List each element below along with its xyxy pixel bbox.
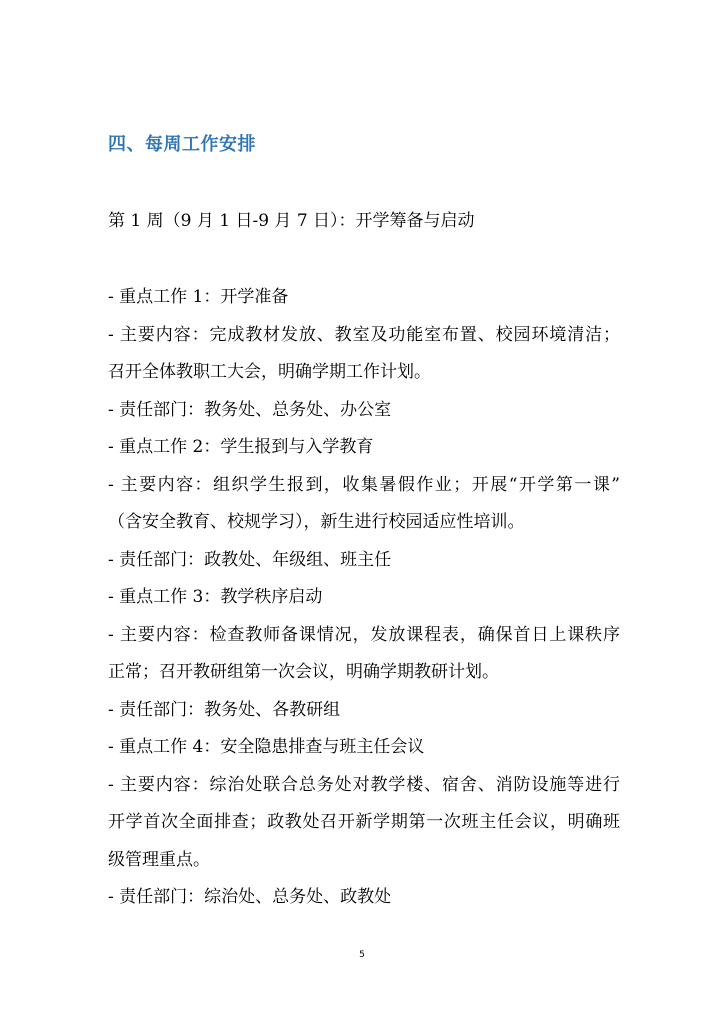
text-line: - 责任部门：教务处、各教研组 (108, 699, 341, 720)
work-items (108, 282, 620, 920)
text-line: 正常；召开教研组第一次会议，明确学期教研计划。 (108, 662, 499, 682)
week-title: 第 1 周（9 月 1 日-9 月 7 日）：开学筹备与启动 (108, 211, 475, 231)
text-line: 召开全体教职工大会，明确学期工作计划。 (108, 362, 431, 382)
text-line: 开学首次全面排查；政教处召开新学期第一次班主任会议，明确班 (108, 812, 620, 832)
text-line: （含安全教育、校规学习），新生进行校园适应性培训。 (108, 512, 525, 532)
text-line: - 重点工作 1：开学准备 (108, 287, 289, 307)
text-line: - 主要内容：检查教师备课情况，发放课程表，确保首日上课秩序 (108, 624, 620, 645)
text-line: 级管理重点。 (108, 849, 210, 870)
text-line: - 责任部门：教务处、总务处、办公室 (108, 399, 392, 420)
page-number: 5 (359, 950, 365, 960)
section-heading: 四、每周工作安排 (108, 134, 256, 155)
text-line: - 主要内容：组织学生报到，收集暑假作业；开展“开学第一课” (108, 474, 620, 495)
text-line: - 重点工作 4：安全隐患排查与班主任会议 (108, 737, 425, 757)
text-line: - 重点工作 2：学生报到与入学教育 (108, 437, 374, 457)
text-line: - 责任部门：综治处、总务处、政教处 (108, 887, 392, 907)
text-line: - 主要内容：完成教材发放、教室及功能室布置、校园环境清洁； (108, 324, 620, 345)
text-line: - 主要内容：综治处联合总务处对教学楼、宿舍、消防设施等进行 (108, 774, 620, 795)
text-line: - 重点工作 3：教学秩序启动 (108, 587, 323, 607)
text-line: - 责任部门：政教处、年级组、班主任 (108, 549, 392, 570)
